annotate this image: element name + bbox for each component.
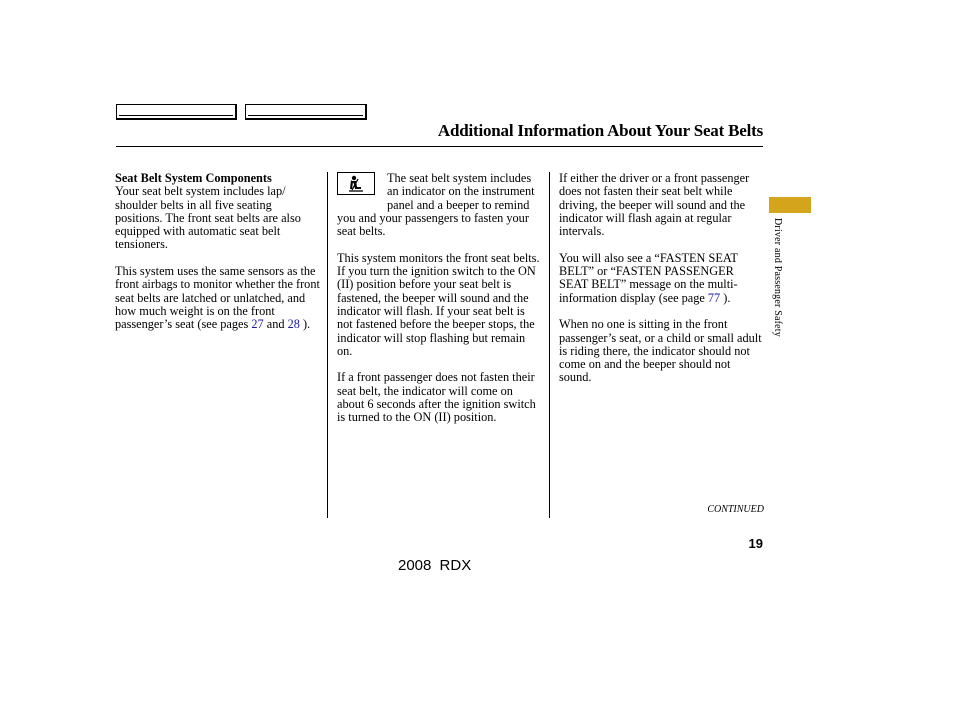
seat-belt-reminder-icon bbox=[337, 172, 375, 195]
and-text: and bbox=[266, 317, 285, 332]
column-2-para-2: This system monitors the front seat belts. If you turn the ignition switch to the ON (II) position before your seat belt is fastened, the beeper will sound and the indicator will flash. If your seat belt is not fastened before the beeper stops, the indicator will stop flashing but remain on. bbox=[337, 250, 540, 358]
page-title: Additional Information About Your Seat Belts bbox=[437, 121, 763, 140]
column-divider-1 bbox=[327, 172, 328, 518]
section-side-label bbox=[770, 218, 784, 368]
column-3-para-1: If either the driver or a front passenger does not fasten their seat belt while driving, the beeper will sound and the indicator will flash again at regular intervals. bbox=[559, 171, 750, 239]
column-2-para-3: If a front passenger does not fasten their seat belt, the indicator will come on about 6 seconds after the ignition switch is turned to the ON (II) position. bbox=[337, 370, 536, 425]
section-side-label-text: Driver and Passenger Safety bbox=[772, 218, 783, 337]
header-tab-box-2 bbox=[245, 104, 367, 120]
page-number: 19 bbox=[748, 536, 763, 551]
page-link-77[interactable]: 77 bbox=[707, 290, 721, 305]
page-link-28[interactable]: 28 bbox=[287, 317, 300, 332]
column-2 bbox=[337, 172, 543, 438]
column-3 bbox=[559, 172, 764, 398]
column-1 bbox=[115, 172, 320, 345]
continued-label: CONTINUED bbox=[707, 504, 764, 515]
column-2-para-1-text: The seat belt system includes an indicator on the instrument panel and a beeper to remind you and your passengers to fasten your seat belts. bbox=[337, 171, 535, 239]
column-3-para-2-end: ). bbox=[723, 290, 731, 305]
page-link-27[interactable]: 27 bbox=[251, 317, 264, 332]
column-divider-2 bbox=[549, 172, 550, 518]
footer-model-label: 2008 RDX bbox=[398, 557, 472, 574]
column-1-para-1-text: Your seat belt system includes lap/ shoulder belts in all five seating positions. The front seat belts are also equipped with automatic seat belt tensioners. bbox=[115, 184, 301, 252]
column-3-para-2-text: You will also see a “FASTEN SEAT BELT” or “FASTEN PASSENGER SEAT BELT” message on the multi-information display (see page bbox=[559, 250, 738, 305]
column-2-para-1 bbox=[337, 172, 543, 238]
column-1-para-1 bbox=[115, 172, 320, 252]
title-rule bbox=[116, 146, 763, 147]
column-3-para-2 bbox=[559, 252, 764, 305]
column-1-para-2-end: ). bbox=[302, 317, 311, 332]
section-side-tab bbox=[769, 197, 811, 213]
column-3-para-3: When no one is sitting in the front passenger’s seat, or a child or small adult is riding there, the indicator should not come on and the beeper should not sound. bbox=[559, 317, 762, 385]
section-subheading: Seat Belt System Components bbox=[115, 171, 272, 185]
column-1-para-2-text: This system uses the same sensors as the front airbags to monitor whether the front seat belts are latched or unlatched, and how much weight is on the front passenger’s seat (see pages bbox=[115, 264, 320, 332]
column-1-para-2 bbox=[115, 265, 320, 331]
header-tab-box-1 bbox=[116, 104, 237, 120]
